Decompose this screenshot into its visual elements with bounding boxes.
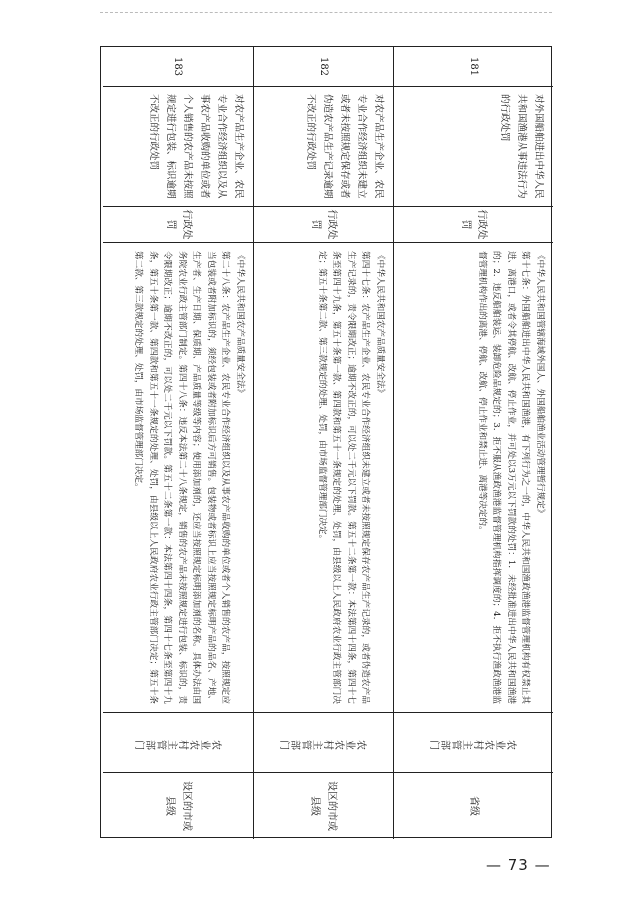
table-row xyxy=(103,47,253,839)
legal-basis xyxy=(103,243,253,713)
law-title: 《中华人民共和国管辖海域外国人、外国船舶渔业活动管理暂行规定》 xyxy=(535,251,545,518)
responsible-dept: 农业农村主管部门 xyxy=(254,713,393,773)
legal-basis xyxy=(254,243,393,713)
item-category: 行政处罚 xyxy=(394,207,553,243)
item-name: 对农产品生产企业、农民专业合作经济组织以及从事农产品收购的单位或者个人销售的农产品未按照规定进行包装、标识逾期不改正的行政处罚 xyxy=(103,87,253,207)
item-category: 行政处罚 xyxy=(103,207,253,243)
law-text: 第十七条：外国船舶进出中华人民共和国渔港，有下列行为之一的，中华人民共和国渔政渔港监督管理机构有权禁止其进、离港口，或者令其停航、改航、停止作业，并可处以3万元以下罚款的处罚：1．未经批准进出中华人民共和国渔港的；2．违反船舶装运、装卸危险品规定的；3．拒不服从渔政渔港监督管理机构指挥调度的；4．拒不执行渔政渔港监督管理机构作出的离港、停航、改航、停止作业和禁止进、离港等决定的。 xyxy=(477,251,531,704)
row-number: 183 xyxy=(103,47,253,87)
page-number: — 73 — xyxy=(486,856,551,874)
law-title: 《中华人民共和国农产品质量安全法》 xyxy=(235,251,245,398)
admin-level: 设区的市或县级 xyxy=(309,781,338,831)
admin-level: 省级 xyxy=(468,796,479,816)
item-category: 行政处罚 xyxy=(254,207,393,243)
table-row xyxy=(393,47,553,839)
legal-basis xyxy=(394,243,553,713)
row-number: 181 xyxy=(394,47,553,87)
row-number: 182 xyxy=(254,47,393,87)
responsible-dept: 农业农村主管部门 xyxy=(394,713,553,773)
item-name: 对外国船舶进出中华人民共和国渔港从事违法行为的行政处罚 xyxy=(394,87,553,207)
scan-header-rule xyxy=(100,12,552,15)
penalty-table xyxy=(100,46,552,838)
responsible-dept: 农业农村主管部门 xyxy=(103,713,253,773)
rotated-table-body xyxy=(101,47,553,839)
law-title: 《中华人民共和国农产品质量安全法》 xyxy=(375,251,385,398)
law-text: 第二十八条：农产品生产企业、农民专业合作经济组织以及从事农产品收购的单位或者个人销售的农产品，按照规定应当包装或者附加标识的，须经包装或者附加标识后方可销售。包装物或者标识上应当按照规定标明产品的品名、产地、生产者、生产日期、保质期、产品质量等级等内容；使用添加剂的，还应当按照规定标明添加剂的名称。具体办法由国务院农业行政主管部门制定。第四十八条：违反本法第二十八条规定，销售的农产品未按照规定进行包装、标识的，责令限期改正；逾期不改正的，可以处二千元以下罚款。第五十二条第一款：本法第四十四条，第四十七条至第四十九条，第五十条第一款、第四款和第五十一条规定的处理、处罚，由县级以上人民政府农业行政主管部门决定；第五十条第二款、第三款规定的处理、处罚，由市场监督管理部门决定。 xyxy=(133,251,231,704)
law-text: 第四十七条：农产品生产企业、农民专业合作经济组织未建立或者未按照规定保存农产品生产记录的，或者伪造农产品生产记录的，责令限期改正；逾期不改正的，可以处二千元以下罚款。第五十二条第一款：本法第四十四条，第四十七条至第四十九条，第五十条第一款、第四款和第五十一条规定的处理、处罚，由县级以上人民政府农业行政主管部门决定；第五十条第二款、第三款规定的处理、处罚，由市场监督管理部门决定。 xyxy=(317,251,371,704)
admin-level: 设区的市或县级 xyxy=(164,781,192,831)
table-row xyxy=(253,47,393,839)
item-name: 对农产品生产企业、农民专业合作经济组织未建立或者未按照规定保存或者伪造农产品生产记录逾期不改正的行政处罚 xyxy=(254,87,393,207)
